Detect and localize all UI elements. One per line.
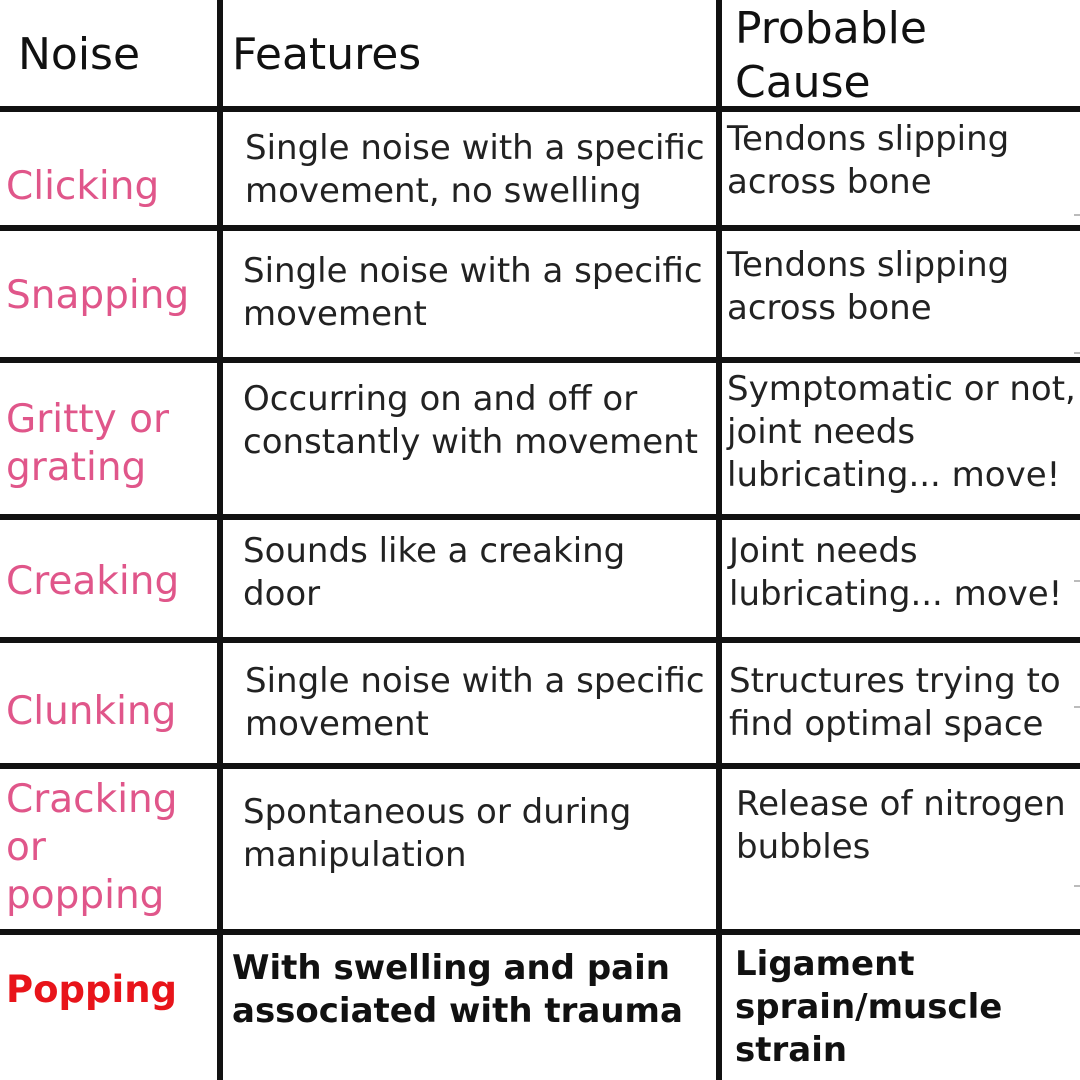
noise-cell: Gritty or grating — [6, 397, 170, 490]
cause-cell: Tendons slipping across bone — [727, 245, 1010, 328]
column-divider — [716, 0, 722, 1080]
noise-cell-emphasis: Popping — [6, 968, 178, 1011]
noise-cell: Clunking — [6, 689, 177, 734]
column-divider — [217, 0, 223, 1080]
row-divider — [0, 637, 1080, 643]
features-cell: Occurring on and off or constantly with movement — [243, 379, 698, 462]
features-cell: Single noise with a specific movement — [245, 661, 705, 744]
cause-cell: Tendons slipping across bone — [727, 119, 1010, 202]
edge-mark — [1074, 214, 1080, 216]
features-cell: Spontaneous or during manipulation — [243, 792, 632, 875]
cause-cell: Symptomatic or not, joint needs lubricating... move! — [727, 369, 1076, 495]
edge-mark — [1074, 706, 1080, 708]
cause-cell: Joint needs lubricating... move! — [729, 531, 1063, 614]
header-probable-cause: Probable Cause — [735, 3, 927, 108]
cause-cell: Release of nitrogen bubbles — [736, 784, 1066, 867]
row-divider — [0, 225, 1080, 231]
features-cell: With swelling and pain associated with trauma — [232, 948, 683, 1031]
noise-cell: Clicking — [6, 164, 160, 209]
noise-cell: Cracking or popping — [6, 777, 178, 918]
noise-cell: Creaking — [6, 559, 180, 604]
row-divider — [0, 357, 1080, 363]
features-cell: Single noise with a specific movement, no swelling — [245, 128, 705, 211]
edge-mark — [1074, 885, 1080, 887]
cause-cell: Ligament sprain/muscle strain — [735, 944, 1003, 1070]
header-features: Features — [232, 29, 422, 80]
noise-cell: Snapping — [6, 273, 190, 318]
cause-cell: Structures trying to find optimal space — [729, 661, 1061, 744]
row-divider — [0, 763, 1080, 769]
features-cell: Single noise with a specific movement — [243, 251, 703, 334]
row-divider — [0, 929, 1080, 935]
edge-mark — [1074, 580, 1080, 582]
header-noise: Noise — [18, 29, 141, 80]
features-cell: Sounds like a creaking door — [243, 531, 626, 614]
row-divider — [0, 514, 1080, 520]
edge-mark — [1074, 352, 1080, 354]
